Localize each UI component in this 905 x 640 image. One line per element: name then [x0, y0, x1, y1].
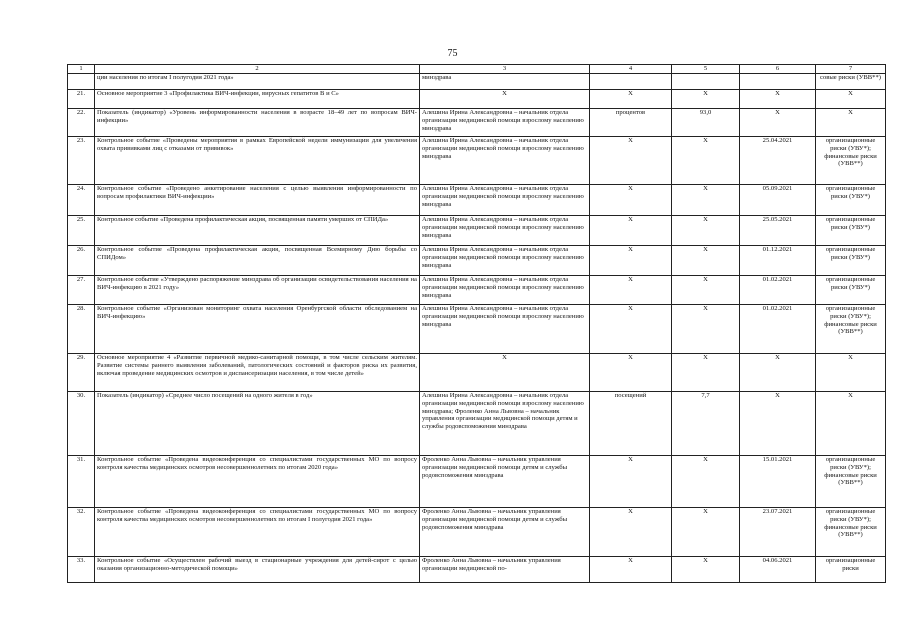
table-body	[68, 74, 886, 583]
unit-cell: X	[590, 90, 672, 109]
unit-cell: X	[590, 246, 672, 276]
row-number-cell: 33.	[68, 557, 95, 583]
date-cell: X	[740, 109, 816, 137]
value-cell: X	[672, 456, 740, 508]
risk-cell: организационные риски (УВУ*)	[816, 246, 886, 276]
value-cell: X	[672, 508, 740, 557]
unit-cell: X	[590, 508, 672, 557]
value-cell: X	[672, 137, 740, 185]
date-cell: 15.01.2021	[740, 456, 816, 508]
unit-cell: X	[590, 137, 672, 185]
row-number-cell: 30.	[68, 392, 95, 456]
unit-cell	[590, 74, 672, 90]
value-cell: X	[672, 185, 740, 216]
date-cell	[740, 74, 816, 90]
risk-cell: организационные риски (УВУ*); финансовые риски (УВВ**)	[816, 508, 886, 557]
name-cell: Основное мероприятие 3 «Профилактика ВИЧ-инфекции, вирусных гепатитов В и С»	[95, 90, 420, 109]
unit-cell: X	[590, 185, 672, 216]
risk-cell: X	[816, 354, 886, 392]
responsible-cell: Алешина Ирина Александровна – начальник отдела организации медицинской помощи взрослому населению минздрава	[420, 185, 590, 216]
col-header: 7	[816, 65, 886, 74]
col-header: 1	[68, 65, 95, 74]
table-row	[68, 185, 886, 216]
risk-cell: организационные риски (УВУ*); финансовые риски (УВВ**)	[816, 137, 886, 185]
table-row	[68, 216, 886, 246]
name-cell: Контрольное событие «Проведена видеоконференция со специалистами государственных МО по вопросу контроля качества медицинских осмотров несовершеннолетних по итогам I полугодия 2021 года»	[95, 508, 420, 557]
responsible-cell: X	[420, 354, 590, 392]
value-cell: X	[672, 305, 740, 354]
unit-cell: X	[590, 354, 672, 392]
name-cell: Контрольное событие «Проведена видеоконференция со специалистами государственных МО по вопросу контроля качества медицинских осмотров несовершеннолетних по итогам 2020 года»	[95, 456, 420, 508]
col-header: 4	[590, 65, 672, 74]
date-cell: 01.12.2021	[740, 246, 816, 276]
name-cell: ции населения по итогам I полугодия 2021 года»	[95, 74, 420, 90]
unit-cell: X	[590, 456, 672, 508]
unit-cell: процентов	[590, 109, 672, 137]
row-number-cell: 25.	[68, 216, 95, 246]
table-row	[68, 90, 886, 109]
date-cell: X	[740, 90, 816, 109]
risk-cell: организационные риски (УВУ*)	[816, 276, 886, 305]
responsible-cell: Алешина Ирина Александровна – начальник отдела организации медицинской помощи взрослому населению минздрава	[420, 305, 590, 354]
date-cell: 05.09.2021	[740, 185, 816, 216]
responsible-cell: X	[420, 90, 590, 109]
table-row	[68, 137, 886, 185]
value-cell	[672, 74, 740, 90]
col-header: 2	[95, 65, 420, 74]
value-cell: X	[672, 557, 740, 583]
table-row	[68, 456, 886, 508]
date-cell: X	[740, 354, 816, 392]
value-cell: X	[672, 276, 740, 305]
col-header: 6	[740, 65, 816, 74]
name-cell: Контрольное событие «Осуществлен рабочий выезд в стационарные учреждения для детей-сирот с целью оказания организационно-методической помощи»	[95, 557, 420, 583]
value-cell: X	[672, 246, 740, 276]
table-row	[68, 109, 886, 137]
name-cell: Контрольное событие «Проведены мероприятия в рамках Европейской недели иммунизации для увеличения охвата прививками лиц с отказами от прививок»	[95, 137, 420, 185]
responsible-cell: Алешина Ирина Александровна – начальник отдела организации медицинской помощи взрослому населению минздрава	[420, 109, 590, 137]
risk-cell: X	[816, 392, 886, 456]
unit-cell: X	[590, 557, 672, 583]
row-number-cell: 29.	[68, 354, 95, 392]
risk-cell: X	[816, 90, 886, 109]
date-cell: 01.02.2021	[740, 305, 816, 354]
table-row	[68, 354, 886, 392]
risk-cell: совые риски (УВВ**)	[816, 74, 886, 90]
unit-cell: X	[590, 216, 672, 246]
row-number-cell: 26.	[68, 246, 95, 276]
name-cell: Контрольное событие «Организован мониторинг охвата населения Оренбургской области обследованием на ВИЧ-инфекцию»	[95, 305, 420, 354]
responsible-cell: Фроленко Анна Львовна – начальник управления организации медицинской помощи детям и службы родовспоможения минздрава	[420, 456, 590, 508]
table-row	[68, 246, 886, 276]
name-cell: Показатель (индикатор) «Среднее число посещений на одного жителя в год»	[95, 392, 420, 456]
responsible-cell: Алешина Ирина Александровна – начальник отдела организации медицинской помощи взрослому населению минздрава	[420, 216, 590, 246]
name-cell: Показатель (индикатор) «Уровень информированности населения в возрасте 18–49 лет по вопросам ВИЧ-инфекции»	[95, 109, 420, 137]
responsible-cell: минздрава	[420, 74, 590, 90]
responsible-cell: Фроленко Анна Львовна – начальник управления организации медицинской по-	[420, 557, 590, 583]
value-cell: X	[672, 216, 740, 246]
table-row	[68, 305, 886, 354]
date-cell: 04.06.2021	[740, 557, 816, 583]
risk-cell: организационные риски (УВУ*); финансовые риски (УВВ**)	[816, 305, 886, 354]
table-row	[68, 508, 886, 557]
unit-cell: X	[590, 276, 672, 305]
date-cell: X	[740, 392, 816, 456]
name-cell: Основное мероприятие 4 «Развитие первичной медико-санитарной помощи, в том числе сельским жителям. Развитие системы раннего выявления заболеваний, патологических состояний и факторов риска их развития, включая проведение медицинских осмотров и диспансеризации населения, в том числе детей»	[95, 354, 420, 392]
risk-cell: организационные риски (УВУ*)	[816, 216, 886, 246]
date-cell: 23.07.2021	[740, 508, 816, 557]
row-number-cell	[68, 74, 95, 90]
plan-table	[67, 64, 886, 583]
row-number-cell: 23.	[68, 137, 95, 185]
table-row	[68, 392, 886, 456]
responsible-cell: Фроленко Анна Львовна – начальник управления организации медицинской помощи детям и службы родовспоможения минздрава	[420, 508, 590, 557]
date-cell: 25.04.2021	[740, 137, 816, 185]
responsible-cell: Алешина Ирина Александровна – начальник отдела организации медицинской помощи взрослому населению минздрава	[420, 246, 590, 276]
col-header: 3	[420, 65, 590, 74]
value-cell: X	[672, 90, 740, 109]
responsible-cell: Алешина Ирина Александровна – начальник отдела организации медицинской помощи взрослому населению минздрава	[420, 276, 590, 305]
row-number-cell: 22.	[68, 109, 95, 137]
name-cell: Контрольное событие «Проведено анкетирование населения с целью выявления информированности по вопросам профилактики ВИЧ-инфекции»	[95, 185, 420, 216]
row-number-cell: 31.	[68, 456, 95, 508]
date-cell: 01.02.2021	[740, 276, 816, 305]
date-cell: 25.05.2021	[740, 216, 816, 246]
row-number-cell: 21.	[68, 90, 95, 109]
risk-cell: организационные риски (УВУ*)	[816, 185, 886, 216]
risk-cell: X	[816, 109, 886, 137]
value-cell: 93,0	[672, 109, 740, 137]
name-cell: Контрольное событие «Проведена профилактическая акция, посвященная памяти умерших от СПИДа»	[95, 216, 420, 246]
responsible-cell: Алешина Ирина Александровна – начальник отдела организации медицинской помощи взрослому населению минздрава	[420, 137, 590, 185]
table-row	[68, 276, 886, 305]
value-cell: X	[672, 354, 740, 392]
risk-cell: организационные риски	[816, 557, 886, 583]
responsible-cell: Алешина Ирина Александровна – начальник отдела организации медицинской помощи взрослому населению минздрава; Фроленко Анна Львовна – начальник управления организации медицинской помощи детям и службы родовспоможения минздрава	[420, 392, 590, 456]
page-number: 75	[447, 48, 458, 59]
row-number-cell: 28.	[68, 305, 95, 354]
name-cell: Контрольное событие «Утверждено распоряжение минздрава об организации освидетельствования населения на ВИЧ-инфекцию в 2021 году»	[95, 276, 420, 305]
value-cell: 7,7	[672, 392, 740, 456]
row-number-cell: 24.	[68, 185, 95, 216]
table-row	[68, 557, 886, 583]
risk-cell: организационные риски (УВУ*); финансовые риски (УВВ**)	[816, 456, 886, 508]
row-number-cell: 32.	[68, 508, 95, 557]
table-row	[68, 74, 886, 90]
col-header: 5	[672, 65, 740, 74]
name-cell: Контрольное событие «Проведена профилактическая акция, посвященная Всемирному Дню борьбы со СПИДом»	[95, 246, 420, 276]
row-number-cell: 27.	[68, 276, 95, 305]
header-row	[68, 65, 886, 74]
unit-cell: X	[590, 305, 672, 354]
unit-cell: посещений	[590, 392, 672, 456]
